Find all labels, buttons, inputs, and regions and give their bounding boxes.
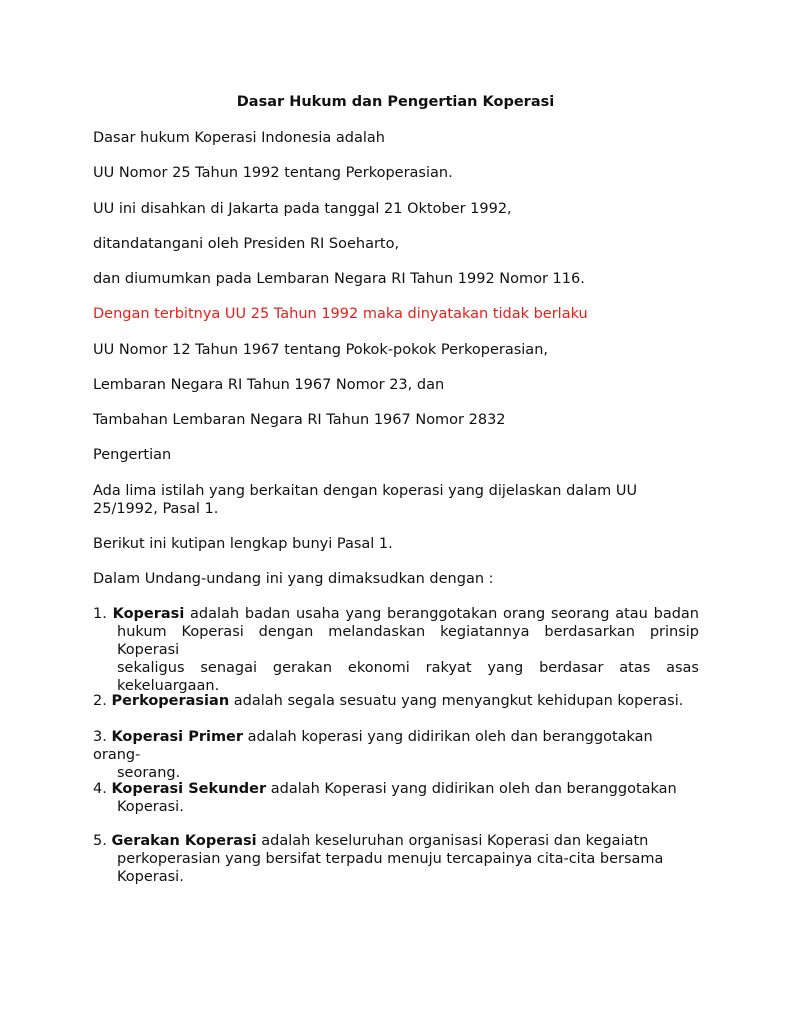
definition-item-first-line xyxy=(93,605,699,623)
definition-continuation: kekeluargaan. xyxy=(117,678,220,694)
definition-continuation: Koperasi. xyxy=(117,799,184,815)
definition-continuation: hukum Koperasi dengan melandaskan kegiatannya berdasarkan prinsip Koperasi xyxy=(117,624,699,658)
definition-continuation: Koperasi. xyxy=(117,869,184,885)
paragraph-five-terms-line1: Ada lima istilah yang berkaitan dengan koperasi yang dijelaskan dalam UU xyxy=(93,483,638,499)
definition-term: Koperasi xyxy=(112,606,185,622)
item-number: 4. xyxy=(93,781,107,797)
paragraph-repeal-highlight: Dengan terbitnya UU 25 Tahun 1992 maka dinyatakan tidak berlaku xyxy=(93,306,588,322)
definition-text: adalah koperasi yang didirikan oleh dan beranggotakan orang- xyxy=(93,729,653,763)
paragraph-five-terms-line2: 25/1992, Pasal 1. xyxy=(93,501,219,517)
definition-term: Koperasi Sekunder xyxy=(111,781,267,797)
definition-continuation: seorang. xyxy=(117,765,181,781)
definition-item-first-line xyxy=(93,728,699,764)
definition-continuation: perkoperasian yang bersifat terpadu menuju tercapainya cita-cita bersama xyxy=(117,851,664,867)
definition-item-koperasi xyxy=(93,605,699,695)
definition-item-first-line xyxy=(93,832,699,850)
item-number: 1. xyxy=(93,606,107,622)
paragraph-law-number: UU Nomor 25 Tahun 1992 tentang Perkoperasian. xyxy=(93,165,453,181)
definition-item-perkoperasian xyxy=(93,692,699,710)
paragraph-announced: dan diumumkan pada Lembaran Negara RI Tahun 1992 Nomor 116. xyxy=(93,271,585,287)
definition-item-koperasi-sekunder xyxy=(93,780,699,816)
paragraph-signed: ditandatangani oleh Presiden RI Soeharto, xyxy=(93,236,400,252)
item-number: 2. xyxy=(93,693,107,709)
paragraph-gazette: Lembaran Negara RI Tahun 1967 Nomor 23, dan xyxy=(93,377,445,393)
definition-text: adalah Koperasi yang didirikan oleh dan beranggotakan xyxy=(270,781,677,797)
paragraph-supplement: Tambahan Lembaran Negara RI Tahun 1967 Nomor 2832 xyxy=(93,412,506,428)
definition-text: adalah segala sesuatu yang menyangkut kehidupan koperasi. xyxy=(233,693,684,709)
definition-text: adalah keseluruhan organisasi Koperasi dan kegaiatn xyxy=(261,833,649,849)
definition-item-first-line xyxy=(93,692,699,710)
definition-item-koperasi-primer xyxy=(93,728,699,782)
definition-term: Koperasi Primer xyxy=(111,729,244,745)
definition-term: Perkoperasian xyxy=(111,693,230,709)
paragraph-enacted: UU ini disahkan di Jakarta pada tanggal 21 Oktober 1992, xyxy=(93,201,512,217)
paragraph-quote-intro: Berikut ini kutipan lengkap bunyi Pasal 1. xyxy=(93,536,393,552)
definition-term: Gerakan Koperasi xyxy=(111,833,257,849)
paragraph-list-intro: Dalam Undang-undang ini yang dimaksudkan dengan : xyxy=(93,571,494,587)
document-title: Dasar Hukum dan Pengertian Koperasi xyxy=(236,94,555,110)
definition-item-gerakan-koperasi xyxy=(93,832,699,886)
definition-text: adalah badan usaha yang beranggotakan orang seorang atau badan xyxy=(190,606,699,622)
definition-item-first-line xyxy=(93,780,699,798)
definition-continuation: sekaligus senagai gerakan ekonomi rakyat yang berdasar atas asas xyxy=(117,660,699,676)
section-heading-pengertian: Pengertian xyxy=(93,447,172,463)
paragraph-legal-basis: Dasar hukum Koperasi Indonesia adalah xyxy=(93,130,385,146)
item-number: 5. xyxy=(93,833,107,849)
paragraph-five-terms xyxy=(93,482,699,518)
paragraph-old-law: UU Nomor 12 Tahun 1967 tentang Pokok-pokok Perkoperasian, xyxy=(93,342,548,358)
item-number: 3. xyxy=(93,729,107,745)
